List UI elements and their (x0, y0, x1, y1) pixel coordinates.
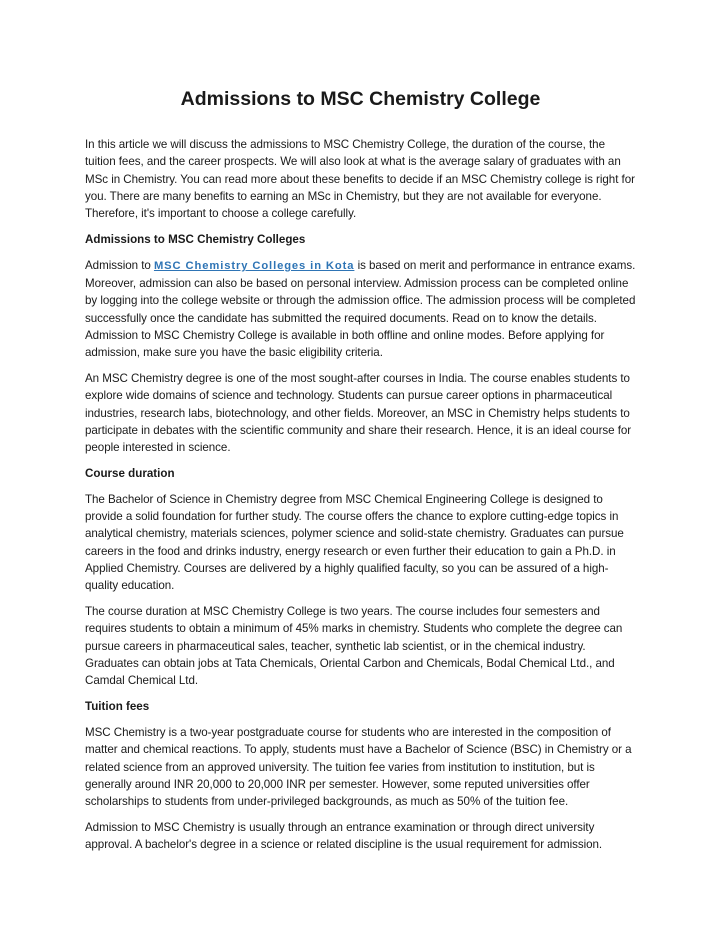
admissions-text-suffix: is based on merit and performance in entrance exams. Moreover, admission can also be based on personal interview. Admission process can be completed online by logging into the college website or through the admission office. The admission process will be completed successfully once the candidate has submitted the required documents. Read on to know the details. Admission to MSC Chemistry College is available in both offline and online modes. Before applying for admission, make sure you have the basic eligibility criteria. (85, 258, 636, 360)
admissions-paragraph-1 (85, 257, 636, 362)
msc-chemistry-colleges-kota-link[interactable]: MSC Chemistry Colleges in Kota (153, 259, 355, 272)
admissions-text-prefix: Admission to (85, 258, 154, 272)
section-heading-course-duration: Course duration (85, 467, 175, 481)
course-duration-paragraph-2: The course duration at MSC Chemistry College is two years. The course includes four semesters and requires students to obtain a minimum of 45% marks in chemistry. Students who complete the degree can pursue careers in pharmaceutical sales, teacher, synthetic lab scientist, or in the chemical industry. Graduates can obtain jobs at Tata Chemicals, Oriental Carbon and Chemicals, Bodal Chemical Ltd., and Camdal Chemical Ltd. (85, 605, 623, 688)
intro-paragraph: In this article we will discuss the admissions to MSC Chemistry College, the duration of the course, the tuition fees, and the career prospects. We will also look at what is the average salary of graduates with an MSc in Chemistry. You can read more about these benefits to decide if an MSC Chemistry college is right for you. There are many benefits to earning an MSc in Chemistry, but they are not available for everyone. Therefore, it's important to choose a college carefully. (85, 138, 635, 221)
section-heading-admissions: Admissions to MSC Chemistry Colleges (85, 232, 306, 246)
tuition-fees-paragraph-1: MSC Chemistry is a two-year postgraduate course for students who are interested in the composition of matter and chemical reactions. To apply, students must have a Bachelor of Science (BSC) in Chemistry or a related science from an approved university. The tuition fee varies from institution to institution, but is generally around INR 20,000 to 20,000 INR per semester. However, some reputed universities offer scholarships to students from under-privileged backgrounds, as much as 50% of the tuition fee. (85, 725, 632, 809)
admissions-paragraph-2: An MSC Chemistry degree is one of the most sought-after courses in India. The course enables students to explore wide domains of science and technology. Students can pursue career options in pharmaceutical industries, research labs, biotechnology, and other fields. Moreover, an MSC in Chemistry helps students to participate in debates with the scientific community and share their research. Hence, it is an ideal course for people interested in science. (85, 372, 632, 455)
page-title: Admissions to MSC Chemistry College (180, 88, 541, 110)
section-heading-tuition-fees: Tuition fees (85, 700, 150, 714)
course-duration-paragraph-1: The Bachelor of Science in Chemistry degree from MSC Chemical Engineering College is designed to provide a solid foundation for further study. The course offers the chance to explore cutting-edge topics in analytical chemistry, materials sciences, polymer science and solid-state chemistry. Graduates can pursue careers in the food and drinks industry, energy research or even further their education to gain a Ph.D. in Applied Chemistry. Courses are delivered by a highly qualified faculty, so you can be assured of a high-quality education. (85, 492, 624, 593)
tuition-fees-paragraph-2: Admission to MSC Chemistry is usually through an entrance examination or through direct university approval. A bachelor's degree in a science or related discipline is the usual requirement for admission. (85, 820, 603, 852)
